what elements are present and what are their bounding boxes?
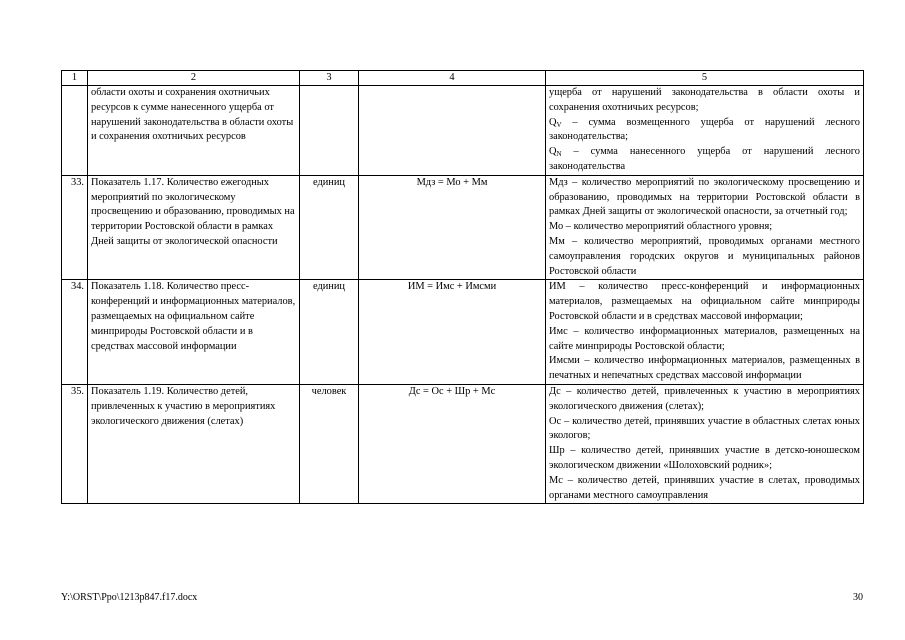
formula-description <box>546 86 864 176</box>
table-row <box>62 86 864 176</box>
header-cell: 1 <box>62 71 88 86</box>
header-cell: 4 <box>359 71 546 86</box>
description-paragraph <box>549 385 860 415</box>
unit-of-measure: человек <box>300 384 359 503</box>
description-text: – сумма нанесенного ущерба от нарушений лесного законодательства <box>549 146 860 172</box>
indicator-name: Показатель 1.17. Количество ежегодных мероприятий по экологическому просвещению и образованию, проводимых на территории Ростовской области в рамках Дней защиты от экологической опасности <box>88 175 300 280</box>
description-text: Мо – количество мероприятий областного уровня; <box>549 221 773 233</box>
calculation-formula: ИМ = Имс + Имсми <box>359 280 546 385</box>
formula-description <box>546 175 864 280</box>
table-header-row <box>62 71 864 86</box>
table-row <box>62 384 864 503</box>
calculation-formula <box>359 86 546 176</box>
row-number: 35. <box>62 384 88 503</box>
calculation-formula: Мдз = Мо + Мм <box>359 175 546 280</box>
description-text: Мдз – количество мероприятий по экологическому просвещению и образованию, проводимых на территории Ростовской области в рамках Дней защиты от экологической опасности, за отчетный год; <box>549 176 860 218</box>
description-paragraph <box>549 86 860 116</box>
indicator-name: Показатель 1.19. Количество детей, привлеченных к участию в мероприятиях экологического движения (слетах) <box>88 384 300 503</box>
description-text: ИМ – количество пресс-конференций и информационных материалов, размещаемых на официальном сайте минприроды Ростовской области и в средствах массовой информации; <box>549 281 860 322</box>
unit-of-measure: единиц <box>300 280 359 385</box>
description-paragraph <box>549 145 860 175</box>
unit-of-measure <box>300 86 359 176</box>
row-number: 33. <box>62 175 88 280</box>
header-cell: 2 <box>88 71 300 86</box>
indicator-name: Показатель 1.18. Количество пресс-конференций и информационных материалов, размещаемых на официальном сайте минприроды Ростовской области и в средствах массовой информации <box>88 280 300 385</box>
description-text: Дс – количество детей, привлеченных к участию в мероприятиях экологического движения (слетах); <box>549 385 860 412</box>
header-cell: 5 <box>546 71 864 86</box>
unit-of-measure: единиц <box>300 175 359 280</box>
description-text: Имс – количество информационных материалов, размещенных на сайте минприроды Ростовской области; <box>549 325 860 352</box>
formula-description <box>546 384 864 503</box>
row-number: 34. <box>62 280 88 385</box>
description-paragraph <box>549 474 860 504</box>
footer-page-number: 30 <box>853 592 863 603</box>
formula-subscript: N <box>556 150 562 159</box>
description-paragraph <box>549 415 860 445</box>
description-text: ущерба от нарушений законодательства в области охоты и сохранения охотничьих ресурсов; <box>549 87 860 113</box>
description-text: Шр – количество детей, принявших участие в детско-юношеском экологическом движении «Шолоховский родник»; <box>549 445 860 471</box>
header-cell: 3 <box>300 71 359 86</box>
description-paragraph <box>549 235 860 279</box>
table-row <box>62 280 864 385</box>
formula-subscript: V <box>556 120 562 129</box>
description-paragraph <box>549 116 860 146</box>
description-paragraph <box>549 280 860 324</box>
table-body <box>62 86 864 504</box>
footer-file-path: Y:\ORST\Ppo\1213p847.f17.docx <box>61 592 198 603</box>
row-number <box>62 86 88 176</box>
description-paragraph <box>549 354 860 384</box>
formula-symbol: Q <box>549 146 557 158</box>
calculation-formula: Дс = Ос + Шр + Мс <box>359 384 546 503</box>
table-row <box>62 175 864 280</box>
indicators-table <box>61 70 864 504</box>
formula-description <box>546 280 864 385</box>
description-text: Мм – количество мероприятий, проводимых органами местного самоуправления городских округов и муниципальных районов Ростовской области <box>549 235 860 277</box>
description-text: Ос – количество детей, принявших участие в областных слетах юных экологов; <box>549 415 860 442</box>
description-text: – сумма возмещенного ущерба от нарушений лесного законодательства; <box>549 116 860 143</box>
formula-symbol: Q <box>549 116 557 128</box>
indicator-name: области охоты и сохранения охотничьих ресурсов к сумме нанесенного ущерба от нарушений законодательства в области охоты и сохранения охотничьих ресурсов <box>88 86 300 176</box>
description-paragraph <box>549 176 860 220</box>
description-paragraph <box>549 444 860 474</box>
description-text: Мс – количество детей, принявших участие в слетах, проводимых органами местного самоуправления <box>549 474 860 501</box>
description-paragraph <box>549 220 860 235</box>
description-text: Имсми – количество информационных материалов, размещенных в печатных и непечатных средствах массовой информации <box>549 355 860 382</box>
description-paragraph <box>549 325 860 355</box>
